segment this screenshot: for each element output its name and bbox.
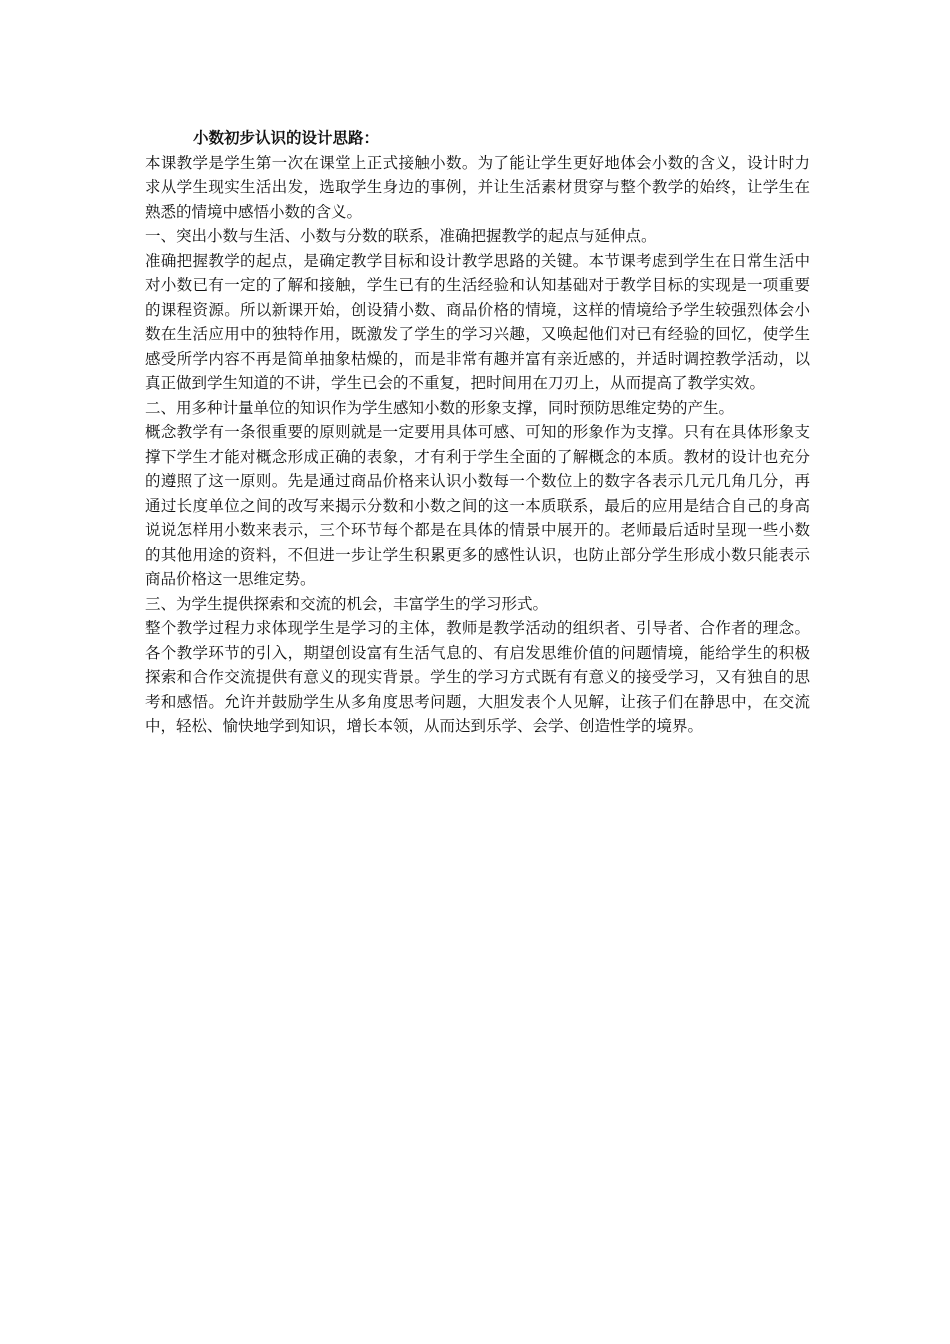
intro-paragraph: 本课教学是学生第一次在课堂上正式接触小数。为了能让学生更好地体会小数的含义，设计时力求从学生现实生活出发，选取学生身边的事例，并让生活素材贯穿与整个教学的始终，让学生在熟悉的情境中感悟小数的含义。 [145,153,810,221]
section-1-body: 准确把握教学的起点，是确定教学目标和设计教学思路的关键。本节课考虑到学生在日常生活中对小数已有一定的了解和接触，学生已有的生活经验和认知基础对于教学目标的实现是一项重要的课程资源。所以新课开始，创设猜小数、商品价格的情境，这样的情境给予学生较强烈体会小数在生活应用中的独特作用，既激发了学生的学习兴趣，又唤起他们对已有经验的回忆，使学生感受所学内容不再是简单抽象枯燥的，而是非常有趣并富有亲近感的，并适时调控教学活动，以真正做到学生知道的不讲，学生已会的不重复，把时间用在刀刃上，从而提高了教学实效。 [145,251,810,392]
section-3-body: 整个教学过程力求体现学生是学习的主体，教师是教学活动的组织者、引导者、合作者的理念。各个教学环节的引入，期望创设富有生活气息的、有启发思维价值的问题情境，能给学生的积极探索和合作交流提供有意义的现实背景。学生的学习方式既有有意义的接受学习，又有独自的思考和感悟。允许并鼓励学生从多角度思考问题，大胆发表个人见解，让孩子们在静思中，在交流中，轻松、愉快地学到知识，增长本领，从而达到乐学、会学、创造性学的境界。 [145,619,810,735]
document-title: 小数初步认识的设计思路： [193,129,380,147]
section-2-heading: 二、用多种计量单位的知识作为学生感知小数的形象支撑，同时预防思维定势的产生。 [145,398,735,417]
document-body [145,126,810,739]
section-1-heading: 一、突出小数与生活、小数与分数的联系，准确把握教学的起点与延伸点。 [145,227,657,245]
section-2-body: 概念教学有一条很重要的原则就是一定要用具体可感、可知的形象作为支撑。只有在具体形象支撑下学生才能对概念形成正确的表象，才有利于学生全面的了解概念的本质。教材的设计也充分的遵照了这一原则。先是通过商品价格来认识小数每一个数位上的数字各表示几元几角几分，再通过长度单位之间的改写来揭示分数和小数之间的这一本质联系，最后的应用是结合自己的身高说说怎样用小数来表示，三个环节每个都是在具体的情景中展开的。老师最后适时呈现一些小数的其他用途的资料，不但进一步让学生积累更多的感性认识，也防止部分学生形成小数只能表示商品价格这一思维定势。 [145,423,810,588]
section-3-heading: 三、为学生提供探索和交流的机会，丰富学生的学习形式。 [145,594,549,613]
